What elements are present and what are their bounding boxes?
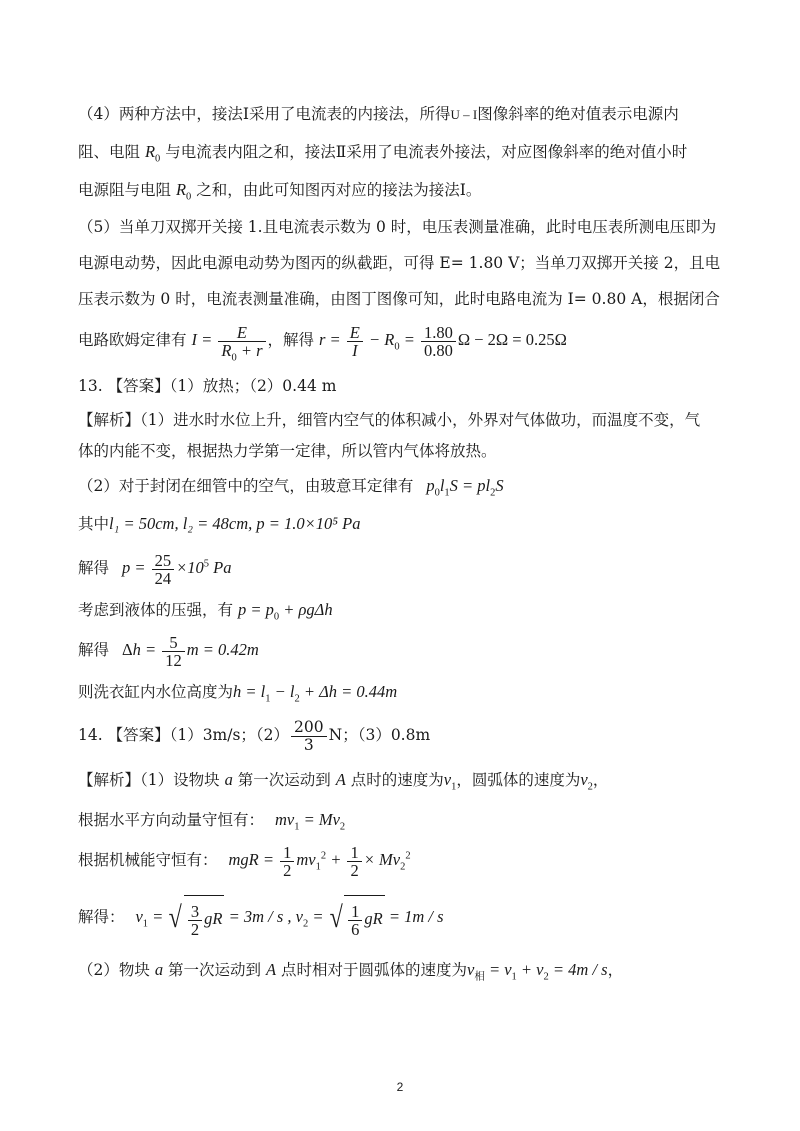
- p5-line-4: [78, 320, 567, 364]
- q14-answer-a: 14. 【答案】（1）3m/s；（2）: [78, 726, 290, 744]
- velocity-results: $v_1$ = √ $\frac{3}{2}$ gR = 3m / s , $v_2$ = √ $\frac{1}{6}$ gR = 1m / s: [135, 907, 443, 926]
- water-height-formula: $h = l_1 - l_2 + \Delta h = 0.44m$: [233, 682, 398, 705]
- frac-num: 5: [162, 634, 185, 652]
- frac-num: 1.80: [421, 324, 456, 342]
- energy-formula: mgR = $\frac{1}{2}$ $mv_1^2$ + $\frac{1}{2}$ × $Mv_2^2$: [228, 842, 411, 880]
- q14-text-4: 解得：: [78, 908, 125, 926]
- q13-text-3: （2）对于封闭在细管中的空气，由玻意耳定律有: [78, 477, 414, 495]
- q13-text-8: 则洗衣缸内水位高度为: [78, 683, 234, 701]
- liquid-pressure-formula: $p = p_0 + \rho g\Delta h$: [237, 600, 333, 623]
- p4-text-2b: 与电流表内阻之和，接法Ⅱ采用了电流表外接法，对应图像斜率的绝对值小时: [165, 143, 688, 161]
- boyle-law-formula: $p_0l_1S = pl_2S$: [426, 476, 504, 499]
- ui-symbol: U – I: [450, 107, 478, 122]
- frac-den: 3: [303, 735, 314, 754]
- pressure-result: p = $\frac{25}{24}$ $\times 10^5$ Pa: [121, 550, 232, 588]
- q14-text-1c: 点时的速度为: [350, 771, 444, 789]
- q13-analysis-4: [78, 514, 361, 534]
- q13-analysis-2: 体的内能不变，根据热力学第一定律，所以管内气体将放热。: [78, 442, 497, 460]
- frac-den: 12: [165, 650, 182, 670]
- q13-analysis-7: [78, 630, 259, 670]
- q14-text-5c: 点时相对于圆弧体的速度为: [280, 961, 467, 979]
- q14-analysis-4: [78, 895, 444, 941]
- q13-analysis-5: [78, 548, 231, 588]
- q14-analysis-3: [78, 840, 411, 880]
- q14-text-1a: 【解析】（1）设物块: [78, 771, 220, 789]
- q14-text-2: 根据水平方向动量守恒有：: [78, 811, 265, 829]
- q13-text-5: 解得: [78, 559, 110, 577]
- ohm-law-formula: I = $\frac{E}{R_0 + r}$: [191, 330, 267, 349]
- q13-analysis-8: [78, 682, 398, 705]
- delta-h-value: m = 0.42m: [186, 640, 259, 659]
- page-number: 2: [396, 1080, 404, 1094]
- p4-line-2: [78, 142, 688, 165]
- p4-line-1: [78, 104, 679, 125]
- r0-symbol-2: $R_0$: [175, 180, 192, 203]
- p5-line-2: 电源电动势，因此电源电动势为图丙的纵截距，可得 E= 1.80 V；当单刀双掷开关接 2，且电: [78, 254, 721, 272]
- frac-den: 24: [154, 568, 172, 588]
- q14-text-5b: 第一次运动到: [168, 961, 262, 979]
- q14-answer-b: N；（3）0.8m: [328, 726, 431, 744]
- q13-analysis-3: [78, 476, 504, 499]
- q13-text-7: 解得: [78, 641, 110, 659]
- q14-text-1d: ，圆弧体的速度为: [456, 771, 581, 789]
- p5-text-4b: ，解得: [267, 331, 315, 349]
- p4-text-3b: 之和，由此可知图丙对应的接法为接法Ⅰ。: [196, 181, 482, 199]
- q14-analysis-1: 【解析】（1）设物块 a 第一次运动到 A 点时的速度为$v_1$，圆弧体的速度为$v_2$，: [78, 770, 609, 793]
- q13-analysis-6: [78, 600, 333, 623]
- q14-text-1b: 第一次运动到: [237, 771, 331, 789]
- frac-num: 25: [152, 552, 175, 570]
- q14-analysis-2: [78, 810, 346, 833]
- p4-line-3: [78, 180, 482, 203]
- frac-num: 200: [291, 719, 327, 737]
- q14-answer: [78, 715, 430, 755]
- q13-text-4: 其中: [78, 515, 110, 533]
- q14-analysis-5: （2）物块 a 第一次运动到 A 点时相对于圆弧体的速度为$v_相 = v_1 + v_2 = 4m / s$，: [78, 960, 624, 983]
- frac-den: 0.80: [423, 340, 453, 360]
- p4-text-3a: 电源阻与电阻: [78, 181, 172, 199]
- q14-text-3: 根据机械能守恒有：: [78, 851, 218, 869]
- p5-line-1: （5）当单刀双掷开关接 1.且电流表示数为 0 时，电压表测量准确，此时电压表所测电压即为: [78, 218, 717, 236]
- relative-velocity-formula: $v_相 = v_1 + v_2 = 4m / s$: [467, 960, 608, 983]
- q13-answer: 13. 【答案】（1）放热；（2）0.44 m: [78, 377, 337, 395]
- delta-h-result: Δh = $\frac{5}{12}$ m = 0.42m: [121, 632, 259, 670]
- p5-line-3: 压表示数为 0 时，电流表测量准确，由图丁图像可知，此时电路电流为 I= 0.80 A，根据闭合: [78, 290, 720, 308]
- p4-text-2a: 阻、电阻: [78, 143, 141, 161]
- p4-text-1-end: 图像斜率的绝对值表示电源内: [477, 105, 679, 123]
- r-solution-formula: r = $\frac{E}{I}$ − $R_0$ = $\frac{1.80}{0.80}$ Ω − 2Ω = 0.25Ω: [318, 322, 567, 360]
- r-result: Ω − 2Ω = 0.25Ω: [457, 330, 567, 349]
- r0-symbol: $R_0$: [144, 142, 161, 165]
- q13-analysis-1: 【解析】（1）进水时水位上升，细管内空气的体积减小，外界对气体做功，而温度不变，气: [78, 411, 701, 429]
- p5-text-4a: 电路欧姆定律有: [78, 331, 187, 349]
- p4-text-1: （4）两种方法中，接法Ⅰ采用了电流表的内接法，所得: [78, 105, 451, 123]
- q14-text-5a: （2）物块: [78, 961, 150, 979]
- momentum-formula: $mv_1 = Mv_2$: [274, 810, 346, 833]
- q13-given-values: l₁ = 50cm, l₂ = 48cm, p = 1.0×10⁵ Pa: [109, 514, 361, 533]
- q13-text-6: 考虑到液体的压强，有: [78, 601, 234, 619]
